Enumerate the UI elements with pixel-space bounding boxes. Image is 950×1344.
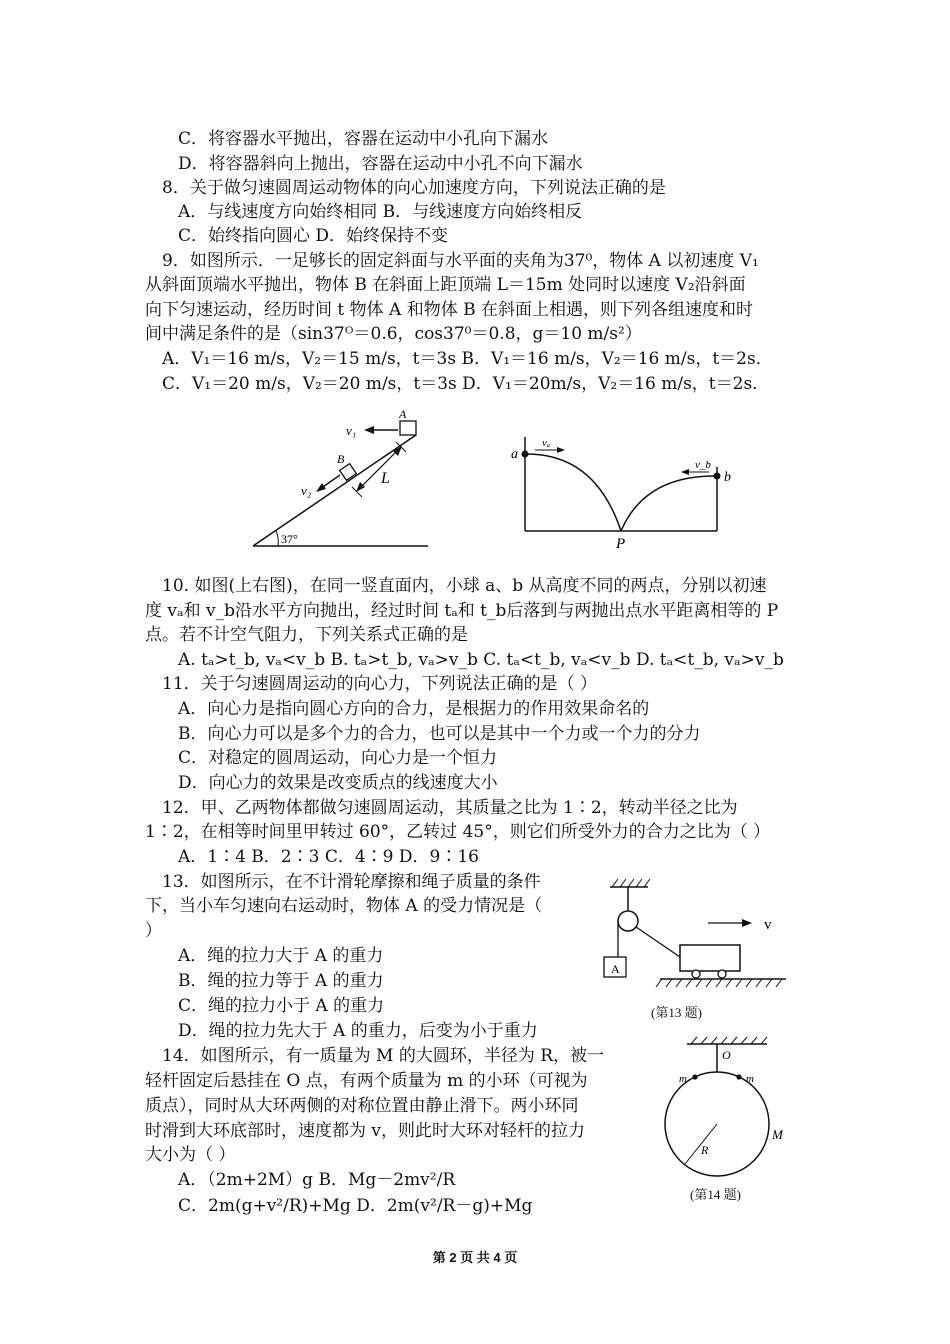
projectile-figure [505, 425, 745, 553]
small-ring-right [736, 1074, 741, 1079]
v1-arrowhead [364, 426, 374, 434]
label-a: A [399, 407, 407, 421]
label-v1: v₁ [346, 423, 357, 438]
q9-stem-1: 9．如图所示．一足够长的固定斜面与水平面的夹角为37⁰，物体 A 以初速度 V₁ [162, 251, 759, 271]
label-l: L [381, 470, 390, 487]
page-footer: 第 2 页 共 4 页 [432, 1250, 518, 1265]
q11-option-b: B．向心力可以是多个力的合力，也可以是其中一个力或一个力的分力 [178, 724, 701, 744]
q9-stem-3: 向下匀速运动，经历时间 t 物体 A 和物体 B 在斜面上相遇，则下列各组速度和时 [145, 300, 754, 320]
cart-body [680, 945, 740, 971]
pulley-wheel [618, 911, 638, 931]
q12-options: A．1∶4 B．2∶3 C．4∶9 D．9∶16 [178, 847, 479, 867]
cart-wheel-left [692, 970, 700, 978]
q14-options-cd: C．2m(g+v²/R)+Mg D．2m(v²/R－g)+Mg [178, 1196, 533, 1216]
label-r: R [701, 1143, 709, 1157]
q11-option-d: D．向心力的效果是改变质点的线速度大小 [178, 773, 498, 793]
q10-stem-2: 度 vₐ和 v_b沿水平方向抛出，经过时间 tₐ和 t_b后落到与两抛出点水平距离相等的 P [145, 601, 779, 621]
support-hatch [691, 1037, 767, 1044]
label-a: a [511, 447, 518, 462]
q14-stem-5: 大小为（ ） [145, 1145, 236, 1165]
l-arrowhead-lower [356, 482, 365, 492]
q14-stem-4: 时滑到大环底部时，速度都为 v，则此时大环对轻杆的拉力 [145, 1121, 586, 1141]
q9-stem-2: 从斜面顶端水平抛出，物体 B 在斜面上距顶端 L＝15m 处同时以速度 V₂沿斜面 [145, 275, 746, 295]
ball-b [714, 473, 721, 480]
fig13-caption: (第13 题) [651, 1005, 702, 1020]
incline-figure [248, 405, 433, 553]
q14-options-ab: A．（2m+2M）g B．Mg－2mv²/R [178, 1170, 456, 1190]
q13-stem-1: 13．如图所示，在不计滑轮摩擦和绳子质量的条件 [162, 872, 541, 892]
q9-stem-4: 间中满足条件的是（sin37ᴼ＝0.6，cos37⁰＝0.8，g＝10 m/s²） [145, 324, 642, 344]
angle-arc [276, 531, 278, 546]
label-b: B [337, 452, 345, 466]
q11-option-a: A．向心力是指向圆心方向的合力，是根据力的作用效果命名的 [178, 699, 650, 719]
small-ring-left [692, 1074, 697, 1079]
angle-label: 37° [281, 532, 298, 546]
label-b: b [724, 470, 731, 485]
q14-stem-2: 轻杆固定后悬挂在 O 点，有两个质量为 m 的小环（可视为 [145, 1071, 588, 1091]
q12-stem-2: 1∶2，在相等时间里甲转过 60°，乙转过 45°，则它们所受外力的合力之比为（ ） [145, 822, 771, 842]
q13-option-b: B．绳的拉力等于 A 的重力 [178, 971, 384, 991]
ground-hatch [656, 979, 782, 987]
q7-option-c: C．将容器水平抛出，容器在运动中小孔向下漏水 [178, 129, 549, 149]
label-m-right: m [746, 1073, 754, 1085]
q14-stem-1: 14．如图所示，有一质量为 M 的大圆环，半径为 R，被一 [162, 1046, 605, 1066]
rope-slant [636, 927, 680, 957]
q13-option-a: A．绳的拉力大于 A 的重力 [178, 946, 384, 966]
box-a [400, 421, 416, 435]
va-arrowhead [557, 447, 565, 453]
fig14-caption: (第14 题) [690, 1187, 741, 1202]
ring-figure [655, 1036, 800, 1186]
label-a: A [611, 962, 620, 976]
q9-options-ab: A．V₁＝16 m/s，V₂＝15 m/s，t＝3s B．V₁＝16 m/s，V₂＝16 m/s，t＝2s． [162, 349, 773, 369]
ceiling-hatch [612, 879, 650, 887]
label-vb: v_b [695, 459, 711, 471]
q11-stem: 11．关于匀速圆周运动的向心力，下列说法正确的是（ ） [162, 674, 598, 694]
q12-stem-1: 12．甲、乙两物体都做匀速圆周运动，其质量之比为 1∶2，转动半径之比为 [162, 798, 738, 818]
q10-stem-3: 点。若不计空气阻力，下列关系式正确的是 [145, 625, 468, 645]
cart-wheel-right [718, 970, 726, 978]
trajectory-a [525, 454, 621, 531]
velocity-arrowhead [742, 919, 752, 927]
q11-option-c: C．对稳定的圆周运动，向心力是一个恒力 [178, 748, 498, 768]
label-v: v [764, 917, 772, 933]
trajectory-b [621, 476, 717, 531]
label-p: P [616, 536, 626, 552]
q13-option-d: D．绳的拉力先大于 A 的重力，后变为小于重力 [178, 1021, 538, 1041]
label-v2: v₂ [301, 483, 312, 498]
ball-a [522, 451, 529, 458]
q13-stem-2: 下，当小车匀速向右运动时，物体 A 的受力情况是（ [145, 896, 543, 916]
label-va: vₐ [542, 437, 551, 449]
pulley-figure [598, 875, 793, 1000]
q13-option-c: C．绳的拉力小于 A 的重力 [178, 996, 385, 1016]
vb-arrowhead [681, 469, 689, 475]
q9-options-cd: C．V₁＝20 m/s，V₂＝20 m/s，t＝3s D．V₁＝20m/s，V₂＝16 m/s，t＝2s． [162, 374, 770, 394]
q8-options-ab: A．与线速度方向始终相同 B．与线速度方向始终相反 [178, 202, 583, 222]
q10-stem-1: 10. 如图(上右图)，在同一竖直面内，小球 a、b 从高度不同的两点，分别以初速 [162, 576, 767, 596]
q8-stem: 8．关于做匀速圆周运动物体的向心加速度方向，下列说法正确的是 [162, 178, 666, 198]
label-m-left: m [679, 1073, 687, 1085]
label-big-m: M [772, 1127, 783, 1142]
incline-line [253, 435, 416, 546]
label-o: O [722, 1048, 731, 1062]
q7-option-d: D．将容器斜向上抛出，容器在运动中小孔不向下漏水 [178, 154, 583, 174]
q14-stem-3: 质点），同时从大环两侧的对称位置由静止滑下。两小环同 [145, 1096, 579, 1116]
v2-arrowhead [316, 483, 326, 492]
q13-stem-3: ） [145, 921, 162, 941]
q8-options-cd: C．始终指向圆心 D．始终保持不变 [178, 226, 449, 246]
q10-options: A. tₐ>t_b, vₐ<v_b B. tₐ>t_b, vₐ>v_b C. tₐ<t_b, vₐ<v_b D. tₐ<t_b, vₐ>v_b [178, 650, 784, 670]
